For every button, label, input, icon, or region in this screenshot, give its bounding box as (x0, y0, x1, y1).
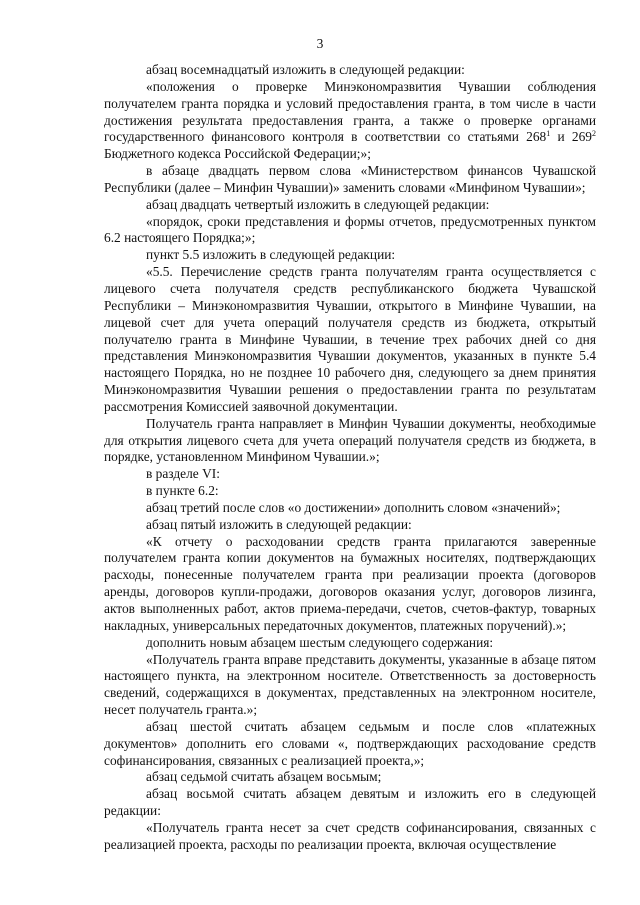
paragraph: в абзаце двадцать первом слова «Министерством финансов Чувашской Республики (далее – Минфин Чувашии)» заменить словами «Минфином Чувашии»; (104, 163, 596, 195)
paragraph: абзац шестой считать абзацем седьмым и после слов «платежных документов» дополнить его словами «, подтверждающих расходование средств софинансирования, связанных с реализацией проекта,»; (104, 718, 596, 768)
paragraph: «порядок, сроки представления и формы отчетов, предусмотренных пунктом 6.2 настоящего Порядка;»; (104, 213, 596, 246)
paragraph: «Получатель гранта несет за счет средств софинансирования, связанных с реализацией проекта, расходы по реализации проекта, включая осуществление (104, 819, 596, 852)
paragraph: абзац седьмой считать абзацем восьмым; (146, 769, 382, 785)
paragraph: дополнить новым абзацем шестым следующего содержания: (146, 634, 494, 650)
paragraph: абзац пятый изложить в следующей редакции: (146, 516, 412, 532)
paragraph: Получатель гранта направляет в Минфин Чувашии документы, необходимые для открытия лицевого счета для учета операций получателя средств из бюджета, в порядке, установленном Минфином Чувашии.»; (104, 415, 596, 465)
paragraph (104, 79, 596, 163)
paragraph: абзац восемнадцатый изложить в следующей редакции: (146, 62, 465, 77)
paragraph-text: «положения о проверке Минэкономразвития Чувашии соблюдения получателем гранта порядка и условий предоставления гранта, в том числе в части достижения результата предоставления гранта, а также о проверке органами государственного финансового контроля в соответствии со статьями 268 (104, 78, 596, 145)
superscript: 2 (592, 129, 596, 139)
page-number: 3 (316, 36, 324, 51)
superscript: 1 (546, 129, 551, 139)
paragraph-text: Бюджетного кодекса Российской Федерации;»; (104, 146, 371, 162)
paragraph: в пункте 6.2: (146, 483, 219, 499)
paragraph-text: и 269 (550, 129, 592, 145)
paragraph: абзац восьмой считать абзацем девятым и изложить его в следующей редакции: (104, 786, 596, 819)
paragraph: абзац третий после слов «о достижении» дополнить словом «значений»; (146, 499, 561, 515)
document-body (104, 62, 596, 854)
paragraph: абзац двадцать четвертый изложить в следующей редакции: (146, 196, 490, 212)
paragraph: «К отчету о расходовании средств гранта прилагаются заверенные получателем гранта копии документов на бумажных носителях, подтверждающих расходы, понесенные получателем гранта при реализации проекта (договоров аренды, договоров купли-продажи, договоров оказания услуг, договоров лизинга, актов выполненных работ, актов приема-передачи, счетов, счетов-фактур, товарных накладных, универсальных передаточных документов, платежных поручений).»; (104, 533, 596, 633)
paragraph: «5.5. Перечисление средств гранта получателям гранта осуществляется с лицевого счета получателя средств республиканского бюджета Чувашской Республики – Минэкономразвития Чувашии, открытого в Минфине Чувашии, на лицевой счет для учета операций получателя средств из бюджета, открытый получателю гранта в Минфине Чувашии, в течение трех рабочих дней со дня представления Минэкономразвития Чувашии документов, указанных в пункте 5.4 настоящего Порядка, но не позднее 10 рабочего дня, следующего за днем принятия Минэкономразвития Чувашии решения о предоставлении гранта по результатам рассмотрения Комиссией заявочной документации. (104, 264, 596, 414)
paragraph: «Получатель гранта вправе представить документы, указанные в абзаце пятом настоящего пункта, на электронном носителе. Ответственность за достоверность сведений, содержащихся в документах, представленных на электронном носителе, несет получатель гранта.»; (104, 651, 596, 718)
paragraph: пункт 5.5 изложить в следующей редакции: (146, 247, 396, 263)
paragraph: в разделе VI: (146, 466, 220, 482)
